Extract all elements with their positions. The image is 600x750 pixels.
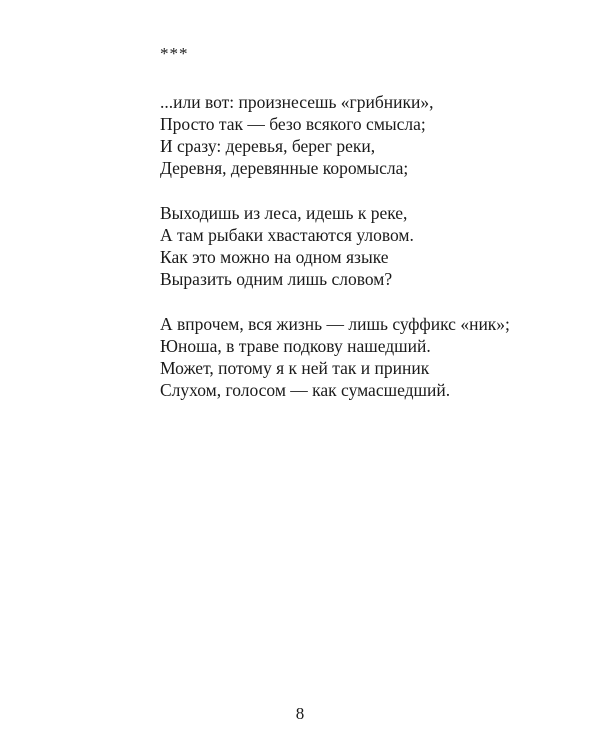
poem-line: Может, потому я к ней так и приник xyxy=(160,358,430,378)
stanza-2 xyxy=(160,202,580,290)
poem-line: Юноша, в траве подкову нашедший. xyxy=(160,336,431,356)
page-number: 8 xyxy=(295,704,305,723)
poem-line: Просто так — безо всякого смысла; xyxy=(160,114,426,134)
poem-line: Как это можно на одном языке xyxy=(160,247,389,267)
poem xyxy=(160,91,580,424)
poem-line: А впрочем, вся жизнь — лишь суффикс «ник»; xyxy=(160,314,510,334)
poem-line: И сразу: деревья, берег реки, xyxy=(160,136,376,156)
poem-line: Выходишь из леса, идешь к реке, xyxy=(160,203,408,223)
poem-line: ...или вот: произнесешь «грибники», xyxy=(160,92,434,112)
stanza-3 xyxy=(160,313,580,401)
stanza-1 xyxy=(160,91,580,179)
poem-line: Выразить одним лишь словом? xyxy=(160,269,393,289)
poem-line: Слухом, голосом — как сумасшедший. xyxy=(160,380,451,400)
poem-line: Деревня, деревянные коромысла; xyxy=(160,158,409,178)
section-asterisks: *** xyxy=(160,44,189,63)
poem-line: А там рыбаки хвастаются уловом. xyxy=(160,225,414,245)
